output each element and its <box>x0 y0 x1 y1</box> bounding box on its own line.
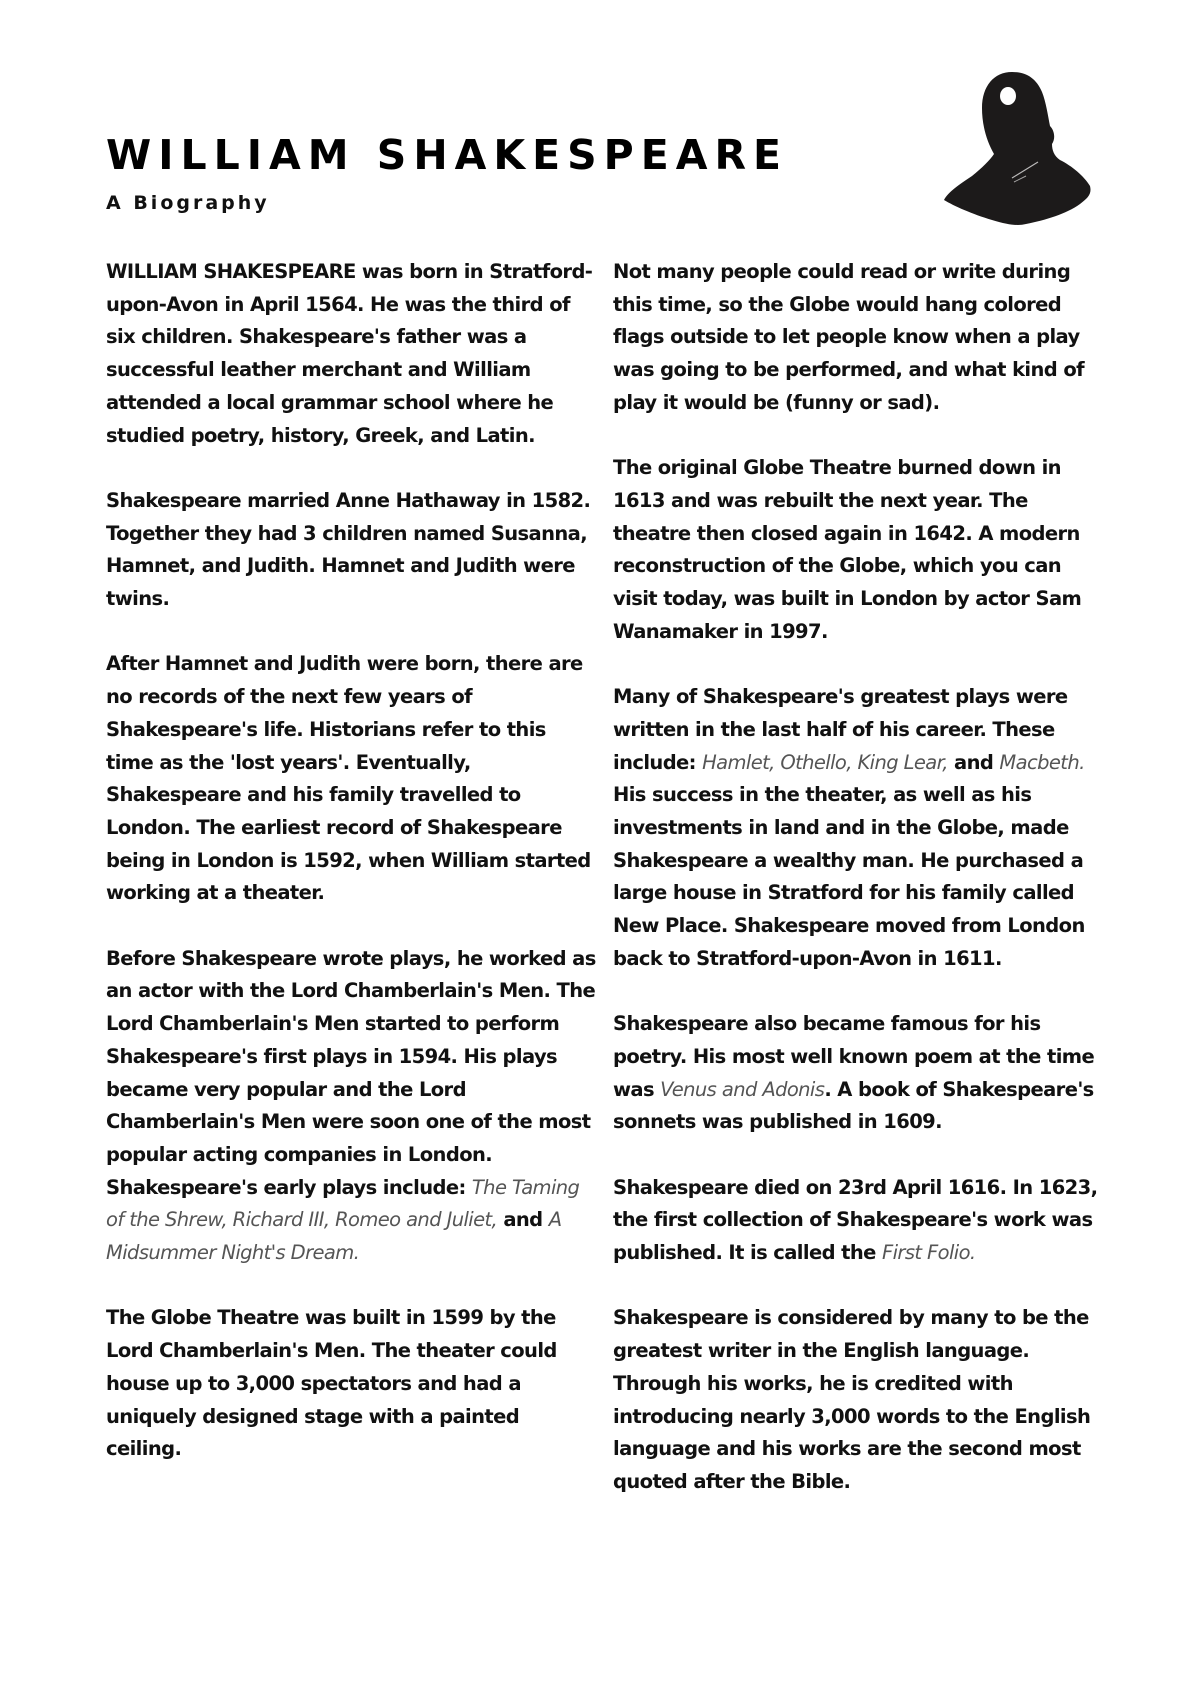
paragraph-right-5 <box>613 1172 1111 1270</box>
italic-title-text: A Midsummer Night's Dream. <box>106 1208 562 1265</box>
page-title: WILLIAM SHAKESPEARE <box>106 131 789 179</box>
paragraph-text: After Hamnet and Judith were born, there are no records of the next few years of Shakespeare's life. Historians refer to this time as the 'lost years'. Eventually, Shakespeare and his family travelled to London. The earliest record of Shakespeare being in London is 1592, when William started working at a theater. <box>106 652 591 905</box>
paragraph-right-6 <box>613 1302 1111 1498</box>
right-column <box>613 256 1111 1531</box>
italic-title-text: First Folio. <box>881 1241 976 1265</box>
italic-title-text: Hamlet, Othello, King Lear, <box>702 750 948 774</box>
italic-title-text: The Taming of the Shrew, Richard III, Romeo and Juliet, <box>106 1175 580 1232</box>
paragraph-text: . A book of Shakespeare's sonnets was published in 1609. <box>613 1077 1094 1134</box>
paragraph-text: The original Globe Theatre burned down in 1613 and was rebuilt the next year. The theatre then closed again in 1642. A modern reconstruction of the Globe, which you can visit today, was built in London by actor Sam Wanamaker in 1997. <box>613 456 1082 643</box>
paragraph-right-1 <box>613 256 1111 420</box>
paragraph-text: and <box>497 1208 549 1232</box>
paragraph-right-2 <box>613 452 1111 648</box>
paragraph-text: Shakespeare died on 23rd April 1616. In 1623, the first collection of Shakespeare's work was published. It is called the <box>613 1175 1098 1265</box>
page-subtitle: A Biography <box>106 192 270 214</box>
paragraph-text: Many of Shakespeare's greatest plays were written in the last half of his career. These include: <box>613 685 1068 774</box>
italic-title-text: Venus and Adonis <box>660 1077 825 1101</box>
paragraph-text: Shakespeare is considered by many to be the greatest writer in the English language. Through his works, he is credited with introducing nearly 3,000 words to the English language and his works are the second most quoted after the Bible. <box>613 1306 1091 1493</box>
silhouette-highlight <box>1000 87 1016 105</box>
paragraph-right-3 <box>613 681 1111 975</box>
paragraph-text: His success in the theater, as well as his investments in land and in the Globe, made Shakespeare a wealthy man. He purchased a large house in Stratford for his family called New Place. Shakespeare moved from London back to Stratford-upon-Avon in 1611. <box>613 783 1085 970</box>
paragraph-text: Before Shakespeare wrote plays, he worked as an actor with the Lord Chamberlain's Men. The Lord Chamberlain's Men started to perform Shakespeare's first plays in 1594. His plays became very popular and the Lord Chamberlain's Men were soon one of the most popular acting companies in London. Shakespeare's early plays include: <box>106 946 596 1199</box>
paragraph-left-2 <box>106 485 596 616</box>
paragraph-left-4 <box>106 943 596 1270</box>
paragraph-left-1 <box>106 256 596 452</box>
italic-title-text: Macbeth. <box>999 750 1085 774</box>
paragraph-text: The Globe Theatre was built in 1599 by the Lord Chamberlain's Men. The theater could house up to 3,000 spectators and had a uniquely designed stage with a painted ceiling. <box>106 1306 557 1461</box>
paragraph-right-4 <box>613 1008 1111 1139</box>
shakespeare-silhouette-icon <box>942 68 1092 228</box>
paragraph-text: Shakespeare also became famous for his poetry. His most well known poem at the time was <box>613 1012 1095 1101</box>
paragraph-text: Shakespeare married Anne Hathaway in 1582. Together they had 3 children named Susanna, Hamnet, and Judith. Hamnet and Judith were twins. <box>106 488 591 611</box>
left-column <box>106 256 596 1499</box>
paragraph-left-5 <box>106 1302 596 1466</box>
paragraph-text: WILLIAM SHAKESPEARE was born in Stratford-upon-Avon in April 1564. He was the third of six children. Shakespeare's father was a successful leather merchant and William attended a local grammar school where he studied poetry, history, Greek, and Latin. <box>106 260 593 447</box>
paragraph-left-3 <box>106 648 596 910</box>
silhouette-shape <box>944 72 1091 225</box>
paragraph-text: Not many people could read or write during this time, so the Globe would hang colored flags outside to let people know when a play was going to be performed, and what kind of play it would be (funny or sad). <box>613 260 1085 414</box>
paragraph-text: and <box>947 750 1000 774</box>
